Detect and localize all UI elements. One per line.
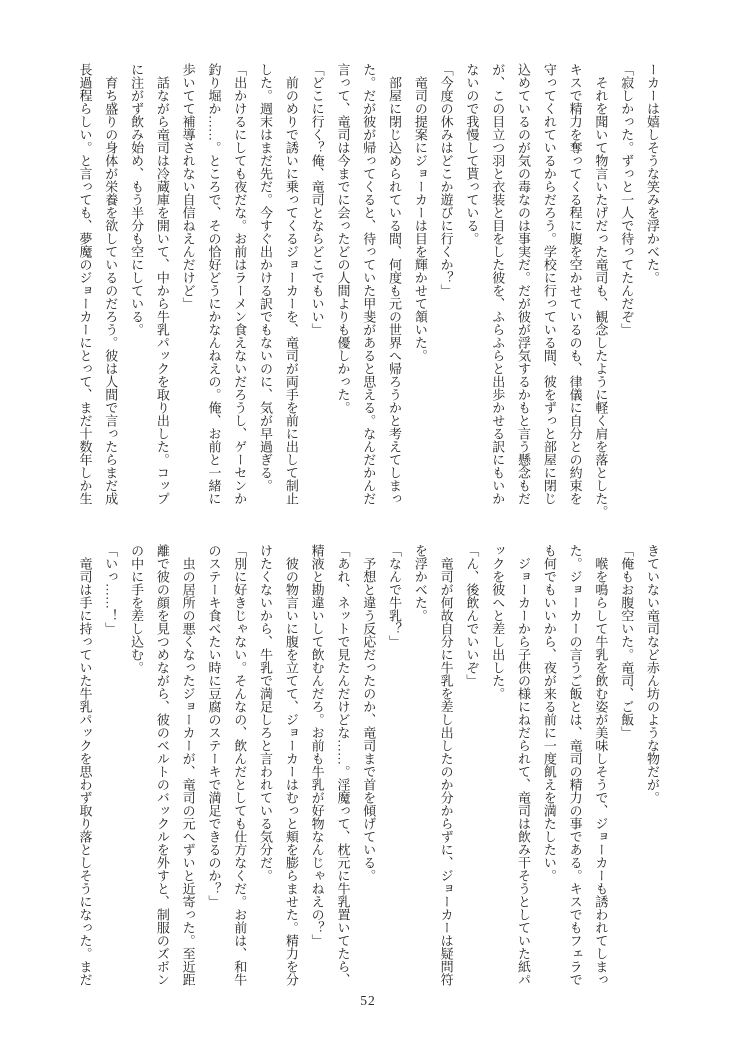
- page-number: 52: [360, 993, 376, 1008]
- text-line: 込めているのが気の毒なのは事実だ。だが彼が浮気するかもと言う懸念もだ: [516, 63, 532, 505]
- text-line: に注がず飲み始め、もう半分も空にしている。: [129, 63, 145, 336]
- text-line: 前のめりで誘いに乗ってくるジョーカーを、竜司が両手を前に出して制止: [283, 63, 299, 505]
- text-line: 話ながら竜司は冷蔵庫を開いて、中から牛乳パックを取り出した。コップ: [154, 63, 170, 505]
- text-line: の中に手を差し込む。: [129, 544, 145, 674]
- text-line: 「今度の休みはどこか遊びに行くか？」: [438, 63, 454, 297]
- text-line: 「あれ、ネットで見たんだけどな……。淫魔って、枕元に牛乳置いてたら、: [335, 544, 351, 986]
- text-line: 彼の物言いに腹を立てて、ジョーカーはむっと頬を膨らませた。精力を分: [283, 544, 299, 986]
- text-line: 精液と勘違いして飲むんだろ。お前も牛乳が好物なんじゃねえの？」: [309, 544, 325, 947]
- text-line: 離で彼の顔を見つめながら、彼のベルトのバックルを外すと、制服のズボン: [154, 544, 170, 986]
- text-line: 「俺もお腹空いた。竜司、ご飯」: [619, 544, 635, 739]
- text-line: 部屋に閉じ込められている間、何度も元の世界へ帰ろうかと考えてしまっ: [387, 63, 403, 505]
- text-line: けたくないから、牛乳で満足しろと言われている気分だ。: [258, 544, 274, 882]
- text-line: 喉を鳴らして牛乳を飲む姿が美味しそうで、ジョーカーも誘われてしまっ: [593, 544, 609, 986]
- text-line: 予想と違う反応だったのか、竜司まで首を傾げている。: [361, 544, 377, 882]
- text-line: きていない竜司など赤ん坊のような物だが。: [645, 544, 660, 804]
- text-line: が、この目立つ羽と衣装と目をした彼を、ふらふらと出歩かせる訳にもいか: [490, 63, 506, 505]
- text-line: 歩いてて補導されない自信ねえんだけど」: [180, 63, 196, 310]
- text-line: 言って、竜司は今までに会ったどの人間よりも優しかった。: [335, 63, 351, 414]
- text-block-bottom: [69, 544, 665, 1016]
- text-line: た。だが彼が帰ってくると、待っていた甲斐があると思える。なんだかんだ: [361, 63, 377, 505]
- text-line: ックを彼へと差し出した。: [490, 544, 506, 700]
- text-line: 「どこに行く？俺、竜司とならどこでもいい」: [309, 63, 325, 336]
- text-line: 虫の居所の悪くなったジョーカーが、竜司の元へずいと近寄った。至近距: [180, 544, 196, 986]
- text-block-top: [69, 63, 665, 535]
- text-line: 「別に好きじゃない。そんなの、飲んだとしても仕方なくだ。お前は、和牛: [232, 544, 248, 986]
- text-line: た。ジョーカーの言うご飯とは、竜司の精力の事である。キスでもフェラで: [567, 544, 583, 986]
- text-line: 「寂しかった。ずっと一人で待ってたんだぞ」: [619, 63, 635, 336]
- text-line: 「いっ……！」: [103, 544, 119, 635]
- text-line: ーカーは嬉しそうな笑みを浮かべた。: [645, 63, 660, 284]
- text-line: 長過程らしい。と言っても、夢魔のジョーカーにとって、まだ十数年しか生: [77, 63, 93, 505]
- text-line: 育ち盛りの身体が栄養を欲しているのだろう。彼は人間で言ったらまだ成: [103, 63, 119, 505]
- text-line: 竜司は手に持っていた牛乳パックを思わず取り落としそうになった。まだ: [77, 544, 93, 986]
- text-line: した。週末はまだ先だ。今すぐ出かける訳でもないのに、気が早過ぎる。: [258, 63, 274, 492]
- text-line: 「出かけるにしても夜だな。お前はラーメン食えないだろうし、ゲーセンか: [232, 63, 248, 505]
- text-line: 守ってくれているからだろう。学校に行っている間、彼をずっと部屋に閉じ: [541, 63, 557, 505]
- text-line: を浮かべた。: [412, 544, 428, 622]
- text-line: 「なんで牛乳？」: [387, 544, 403, 648]
- text-line: 竜司が何故自分に牛乳を差し出したのか分からずに、ジョーカーは疑問符: [438, 544, 454, 986]
- text-line: 釣り堀か……。ところで、その恰好どうにかなんねえの。俺、お前と一緒に: [206, 63, 222, 505]
- text-line: ないので我慢して貰っている。: [464, 63, 480, 245]
- text-line: 「ん、後飲んでいいぞ」: [464, 544, 480, 687]
- text-line: 竜司の提案にジョーカーは目を輝かせて頷いた。: [412, 63, 428, 362]
- text-line: ジョーカーから子供の様にねだられて、竜司は飲み干そうとしていた紙パ: [516, 544, 532, 986]
- text-line: キスで精力を奪ってくる程に腹を空かせているのも、律儀に自分との約束を: [567, 63, 583, 505]
- text-line: も何でもいいから、夜が来る前に一度飢えを満たしたい。: [541, 544, 557, 882]
- text-line: のステーキ食べたい時に豆腐のステーキで満足できるのか？」: [206, 544, 222, 908]
- text-line: それを聞いて物言いたげだった竜司も、観念したように軽く肩を落とした。: [593, 63, 609, 518]
